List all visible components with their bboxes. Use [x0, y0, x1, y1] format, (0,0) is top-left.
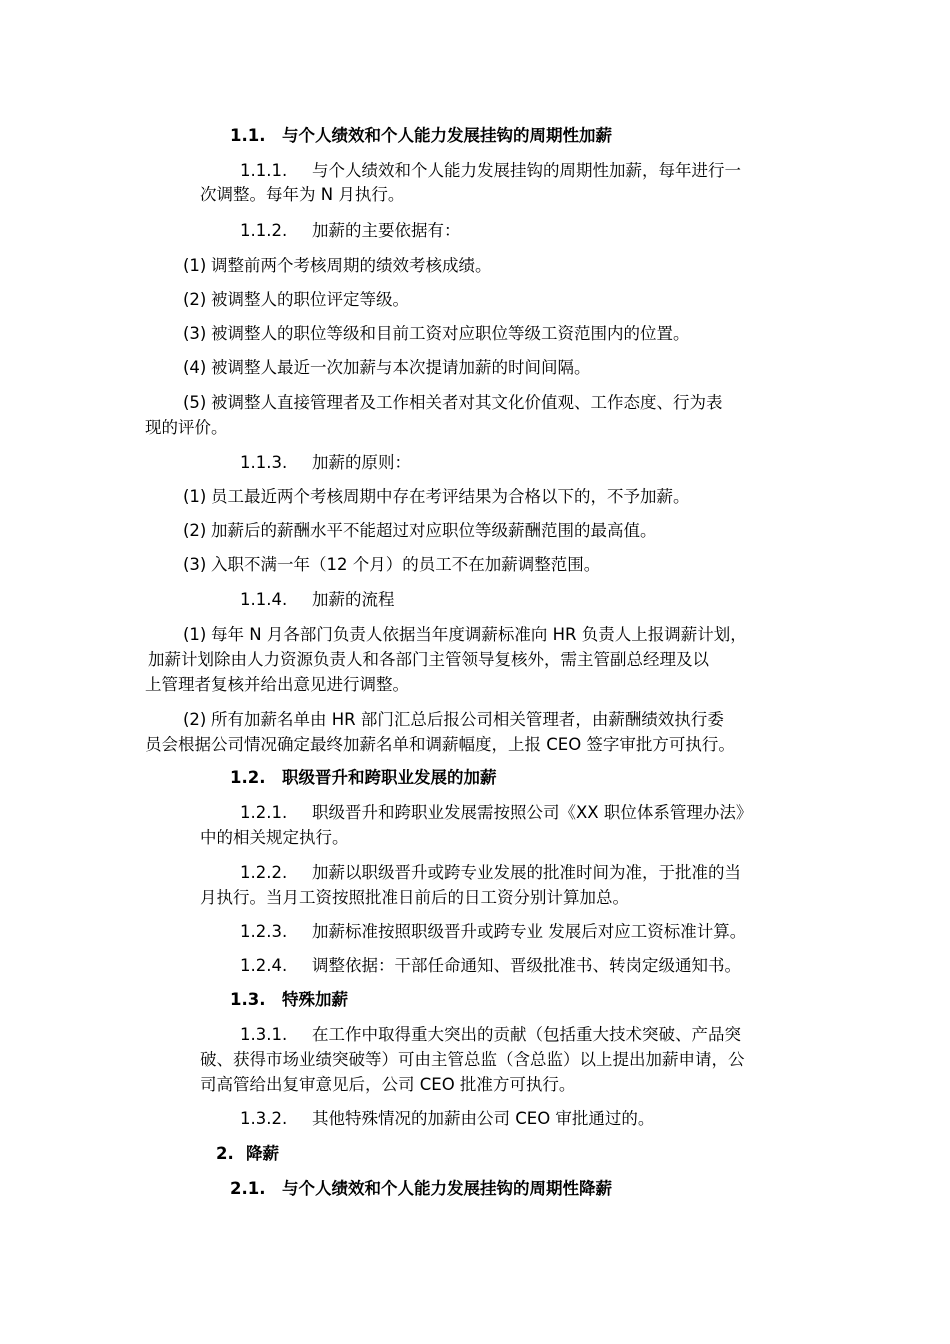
clause-number: 1.3.2. [240, 1109, 288, 1128]
heading-title: 与个人绩效和个人能力发展挂钩的周期性加薪 [282, 126, 612, 145]
clause-1-2-4 [240, 954, 741, 978]
item-text: 调整前两个考核周期的绩效考核成绩。 [211, 256, 492, 275]
basis-item-1 [183, 254, 492, 278]
item-text: 入职不满一年（12 个月）的员工不在加薪调整范围。 [211, 555, 601, 574]
heading-number: 1.2. [230, 768, 266, 787]
heading-title: 降薪 [246, 1144, 279, 1163]
basis-item-3 [183, 322, 690, 346]
basis-item-5 [183, 391, 723, 415]
clause-1-1-4 [240, 588, 395, 612]
principle-item-1 [183, 485, 690, 509]
heading-1-3 [230, 988, 348, 1012]
heading-number: 1.1. [230, 126, 266, 145]
heading-title: 与个人绩效和个人能力发展挂钩的周期性降薪 [282, 1179, 612, 1198]
clause-1-2-3 [240, 920, 746, 944]
clause-1-1-1 [240, 159, 741, 183]
basis-item-2 [183, 288, 409, 312]
clause-text: 在工作中取得重大突出的贡献（包括重大技术突破、产品突 [312, 1025, 741, 1044]
clause-number: 1.1.4. [240, 590, 288, 609]
item-text: 员工最近两个考核周期中存在考评结果为合格以下的，不予加薪。 [211, 487, 690, 506]
clause-number: 1.2.3. [240, 922, 288, 941]
clause-1-3-2 [240, 1107, 654, 1131]
heading-number: 1.3. [230, 990, 266, 1009]
clause-1-2-1 [240, 801, 752, 825]
clause-text: 调整依据：干部任命通知、晋级批准书、转岗定级通知书。 [312, 956, 741, 975]
principle-item-2 [183, 519, 657, 543]
clause-text: 加薪的原则： [312, 453, 411, 472]
item-number: (5) [183, 393, 207, 412]
process-item-1-cont: 加薪计划除由人力资源负责人和各部门主管领导复核外，需主管副总经理及以 [148, 650, 709, 669]
item-number: (1) [183, 487, 207, 506]
clause-number: 1.1.3. [240, 453, 288, 472]
clause-1-2-2-cont: 月执行。当月工资按照批准日前后的日工资分别计算加总。 [200, 888, 629, 907]
clause-1-1-3 [240, 451, 411, 475]
item-number: (1) [183, 256, 207, 275]
process-item-1 [183, 623, 747, 647]
clause-number: 1.3.1. [240, 1025, 288, 1044]
heading-2 [216, 1142, 279, 1166]
item-number: (1) [183, 625, 207, 644]
principle-item-3 [183, 553, 600, 577]
heading-1-1 [230, 124, 612, 148]
clause-1-3-1-cont: 破、获得市场业绩突破等）可由主管总监（含总监）以上提出加薪申请，公 [200, 1050, 745, 1069]
item-number: (3) [183, 555, 207, 574]
heading-1-2 [230, 766, 497, 790]
item-number: (3) [183, 324, 207, 343]
item-number: (2) [183, 290, 207, 309]
clause-text: 加薪以职级晋升或跨专业发展的批准时间为准，于批准的当 [312, 863, 741, 882]
clause-1-3-1 [240, 1023, 741, 1047]
heading-number: 2.1. [230, 1179, 266, 1198]
clause-text: 加薪的流程 [312, 590, 395, 609]
clause-number: 1.1.2. [240, 221, 288, 240]
heading-number: 2. [216, 1144, 234, 1163]
item-text: 所有加薪名单由 HR 部门汇总后报公司相关管理者，由薪酬绩效执行委 [211, 710, 724, 729]
item-text: 被调整人的职位等级和目前工资对应职位等级工资范围内的位置。 [211, 324, 690, 343]
clause-text: 与个人绩效和个人能力发展挂钩的周期性加薪，每年进行一 [312, 161, 741, 180]
clause-1-1-1-cont: 次调整。每年为 N 月执行。 [200, 185, 405, 204]
item-number: (2) [183, 710, 207, 729]
clause-number: 1.2.2. [240, 863, 288, 882]
clause-1-1-2 [240, 219, 461, 243]
clause-number: 1.1.1. [240, 161, 288, 180]
process-item-2 [183, 708, 724, 732]
clause-text: 其他特殊情况的加薪由公司 CEO 审批通过的。 [312, 1109, 655, 1128]
clause-text: 加薪的主要依据有： [312, 221, 461, 240]
clause-text: 加薪标准按照职级晋升或跨专业 发展后对应工资标准计算。 [312, 922, 747, 941]
clause-number: 1.2.4. [240, 956, 288, 975]
item-number: (2) [183, 521, 207, 540]
clause-number: 1.2.1. [240, 803, 288, 822]
clause-1-2-2 [240, 861, 741, 885]
process-item-2-cont: 员会根据公司情况确定最终加薪名单和调薪幅度，上报 CEO 签字审批方可执行。 [145, 735, 735, 754]
heading-2-1 [230, 1177, 612, 1201]
clause-1-3-1-cont2: 司高管给出复审意见后，公司 CEO 批准方可执行。 [200, 1075, 576, 1094]
item-text: 加薪后的薪酬水平不能超过对应职位等级薪酬范围的最高值。 [211, 521, 657, 540]
item-text: 被调整人最近一次加薪与本次提请加薪的时间间隔。 [211, 358, 591, 377]
clause-text: 职级晋升和跨职业发展需按照公司《XX 职位体系管理办法》 [312, 803, 753, 822]
clause-1-2-1-cont: 中的相关规定执行。 [200, 828, 349, 847]
basis-item-5-cont: 现的评价。 [145, 418, 228, 437]
item-text: 每年 N 月各部门负责人依据当年度调薪标准向 HR 负责人上报调薪计划， [211, 625, 747, 644]
item-text: 被调整人直接管理者及工作相关者对其文化价值观、工作态度、行为表 [211, 393, 723, 412]
item-text: 被调整人的职位评定等级。 [211, 290, 409, 309]
basis-item-4 [183, 356, 591, 380]
heading-title: 职级晋升和跨职业发展的加薪 [282, 768, 497, 787]
item-number: (4) [183, 358, 207, 377]
heading-title: 特殊加薪 [282, 990, 348, 1009]
process-item-1-cont2: 上管理者复核并给出意见进行调整。 [145, 675, 409, 694]
